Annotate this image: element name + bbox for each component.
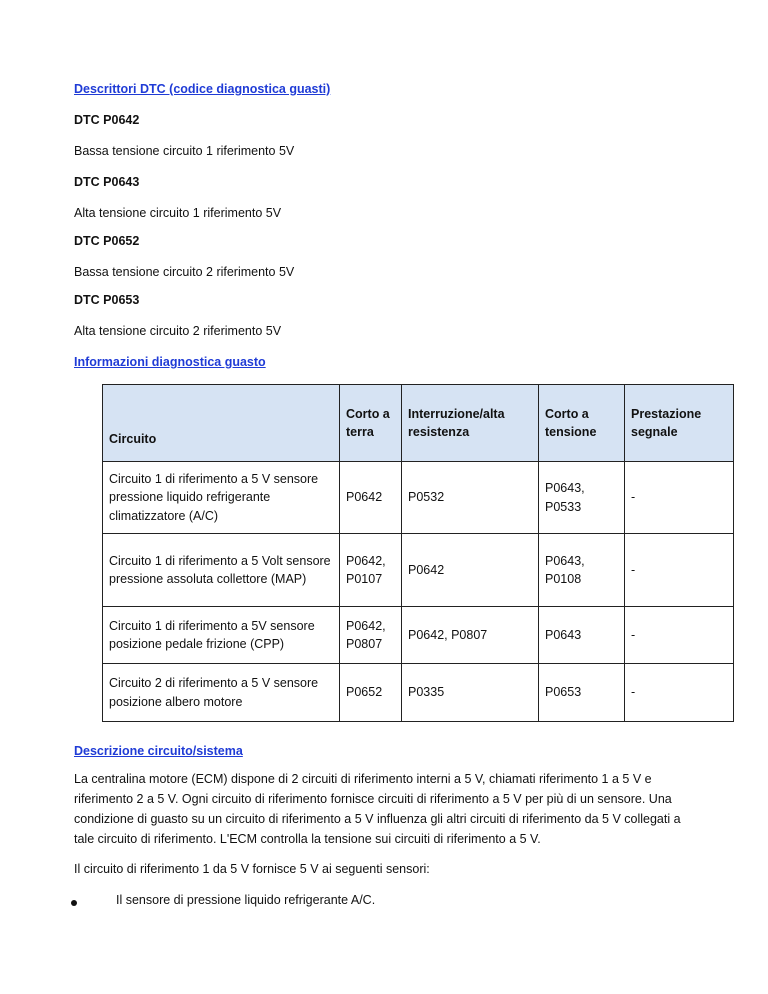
table-row	[103, 664, 734, 722]
table-cell: -	[625, 607, 734, 664]
table-cell: Circuito 2 di riferimento a 5 V sensore posizione albero motore	[103, 664, 340, 722]
table-row	[103, 462, 734, 534]
col-header-short-voltage: Corto a tensione	[539, 385, 625, 462]
dtc-description: Bassa tensione circuito 1 riferimento 5V	[74, 144, 295, 158]
dtc-description: Alta tensione circuito 1 riferimento 5V	[74, 206, 282, 220]
circuit-description-paragraph: La centralina motore (ECM) dispone di 2 circuiti di riferimento interni a 5 V, chiamati riferimento 1 a 5 V e riferimento 2 a 5 V. Ogni circuito di riferimento fornisce circuiti di riferimento a 5 V per più di un sensore. Una condizione di guasto su un circuito di riferimento a 5 V influenza gli altri circuiti di riferimento da 5 V collegati a tale circuito di riferimento. L'ECM controlla la tensione sui circuiti di riferimento a 5 V.	[74, 772, 681, 846]
dtc-description: Bassa tensione circuito 2 riferimento 5V	[74, 265, 295, 279]
table-cell: P0642	[402, 534, 539, 607]
table-cell: P0335	[402, 664, 539, 722]
col-header-signal-performance: Prestazione segnale	[625, 385, 734, 462]
dtc-description: Alta tensione circuito 2 riferimento 5V	[74, 324, 282, 338]
dtc-code: DTC P0643	[74, 175, 140, 189]
table-cell: P0643, P0533	[539, 462, 625, 534]
diagnostic-info-link[interactable]: Informazioni diagnostica guasto	[74, 355, 266, 369]
table-cell: P0643, P0108	[539, 534, 625, 607]
table-cell: P0642, P0807	[340, 607, 402, 664]
table-cell: -	[625, 534, 734, 607]
table-cell: P0643	[539, 607, 625, 664]
col-header-circuit: Circuito	[103, 385, 340, 462]
table-cell: P0653	[539, 664, 625, 722]
list-item: Il sensore di pressione liquido refrigerante A/C.	[116, 893, 376, 907]
sensors-intro-paragraph: Il circuito di riferimento 1 da 5 V fornisce 5 V ai seguenti sensori:	[74, 862, 430, 876]
table-row	[103, 607, 734, 664]
dtc-descriptors-link[interactable]: Descrittori DTC (codice diagnostica guasti)	[74, 82, 331, 96]
table-cell: P0652	[340, 664, 402, 722]
dtc-code: DTC P0652	[74, 234, 140, 248]
bullet-icon	[71, 900, 77, 906]
diagnostic-table	[102, 384, 734, 722]
dtc-code: DTC P0653	[74, 293, 140, 307]
table-cell: -	[625, 664, 734, 722]
table-cell: P0642, P0807	[402, 607, 539, 664]
table-cell: P0642, P0107	[340, 534, 402, 607]
col-header-short-ground: Corto a terra	[340, 385, 402, 462]
table-cell: -	[625, 462, 734, 534]
table-cell: Circuito 1 di riferimento a 5 V sensore pressione liquido refrigerante climatizzatore (A/C)	[103, 462, 340, 534]
table-cell: P0532	[402, 462, 539, 534]
dtc-code: DTC P0642	[74, 113, 140, 127]
col-header-open-high-resistance: Interruzione/alta resistenza	[402, 385, 539, 462]
table-header-row	[103, 385, 734, 462]
table-cell: Circuito 1 di riferimento a 5 Volt sensore pressione assoluta collettore (MAP)	[103, 534, 340, 607]
table-cell: P0642	[340, 462, 402, 534]
circuit-description-link[interactable]: Descrizione circuito/sistema	[74, 744, 243, 758]
table-row	[103, 534, 734, 607]
table-cell: Circuito 1 di riferimento a 5V sensore posizione pedale frizione (CPP)	[103, 607, 340, 664]
